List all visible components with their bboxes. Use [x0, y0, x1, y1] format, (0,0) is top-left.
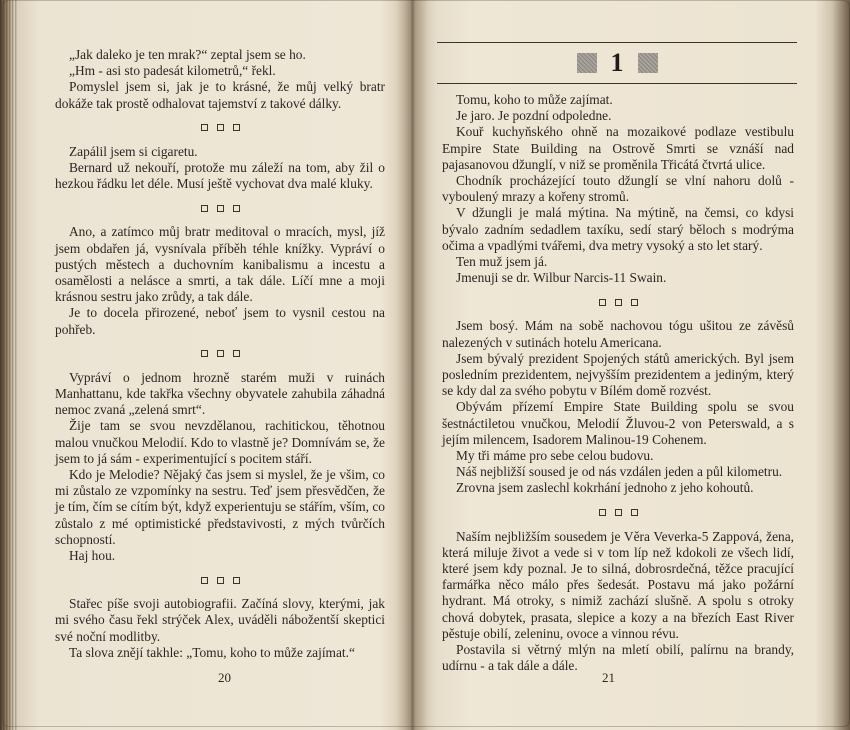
separator-square-icon: [233, 205, 240, 212]
paragraph: Tomu, koho to může zajímat.: [456, 92, 613, 107]
left-section-3: [55, 224, 385, 337]
paragraph: Je jaro. Je pozdní odpoledne.: [456, 108, 612, 124]
separator-square-icon: [615, 509, 622, 516]
right-page-text: [442, 92, 794, 675]
separator-square-icon: [217, 205, 224, 212]
section-separator: [55, 338, 385, 370]
chapter-number: 1: [610, 48, 624, 77]
paragraph: Vypráví o jednom hrozně starém muži v ruinách Manhattanu, kde takřka všechny obyvatele zahubila záhadná nemoc zvaná „zelená smrt“.: [55, 369, 385, 418]
paragraph: Jmenuji se dr. Wilbur Narcis-11 Swain.: [456, 270, 667, 286]
paragraph: Stařec píše svoji autobiografii. Začíná slovy, kterými, jak mi svého času řekl strýček Alex, uváděli nábožentší skeptici své noční modlitby.: [55, 596, 385, 644]
paragraph: Náš nejbližší soused je od nás vzdálen jeden a půl kilometru.: [456, 464, 783, 480]
right-section-1: [442, 92, 794, 286]
left-section-1: [55, 47, 385, 112]
paragraph: V džungli je malá mýtina. Na mýtině, na čemsi, co kdysi bývalo zadním sedadlem taxíku, sedí starý běloch s modrýma očima a vpadlými tvářemi, dva metry vysoký a sto let starý.: [442, 205, 794, 253]
right-page: [412, 0, 850, 730]
paragraph: Žije tam se svou nevzdělanou, rachitickou, těhotnou malou vnučkou Melodií. Kdo to vlastně je? Domnívám se, že jsem to já sám - experimentující s pocitem stáří.: [55, 418, 385, 466]
paragraph: Chodník procházející touto džunglí se vlní nahoru dolů - vyboulený mrazy a kořeny stromů.: [442, 173, 794, 205]
chapter-head: [437, 49, 797, 77]
page-number: 20: [218, 670, 231, 685]
page-number: 21: [602, 670, 615, 685]
paragraph: Zrovna jsem zaslechl kokrhání jednoho z jeho kohoutů.: [456, 480, 754, 496]
right-section-2: [442, 318, 794, 496]
chapter-ornament-icon: [638, 53, 658, 73]
separator-square-icon: [631, 509, 638, 516]
paragraph: Ano, a zatímco můj bratr meditoval o mracích, mysl, jíž jsem obdařen já, vysnívala příběh téhle knížky. Vypráví o pustých městech a duchovním kanibalismu a incestu a osamělosti a nelásce a smrti, a tak dále. Líčí mne a moji krásnou sestru jako zrůdy, a tak dále.: [55, 224, 385, 305]
paragraph: Jsem bosý. Mám na sobě nachovou tógu ušitou ze závěsů nalezených v sutinách hotelu Americana.: [442, 318, 794, 350]
paragraph: Je to docela přirozené, neboť jsem to vysnil cestou na pohřeb.: [55, 305, 385, 337]
paragraph: „Jak daleko je ten mrak?“ zeptal jsem se ho.: [69, 47, 306, 62]
paragraph: „Hm - asi sto padesát kilometrů,“ řekl.: [69, 63, 276, 79]
paragraph: Kouř kuchyňského ohně na mozaikové podlaze vestibulu Empire State Building na Ostrově Smrti se vznáší nad pajasanovou džunglí, v niž se proměnila Třicátá čtvrtá ulice.: [442, 124, 794, 172]
paragraph: Kdo je Melodie? Nějaký čas jsem si myslel, že je všim, co mi zůstalo ze vzpomínky na sestru. Teď jsem přesvědčen, že je tím, čím se cítím být, když experientuju se stářím, vším, co zůstalo z mé optimistické představivosti, z mých tvůrčích schopností.: [55, 467, 385, 547]
separator-square-icon: [217, 577, 224, 584]
separator-square-icon: [233, 350, 240, 357]
paragraph: Postavila si větrný mlýn na mletí obilí, palírnu na brandy, udírnu - a tak dále a dále.: [442, 642, 794, 674]
left-section-4: [55, 370, 385, 564]
paragraph: Ta slova znějí takhle: „Tomu, koho to může zajímat.“: [69, 644, 355, 660]
section-separator: [55, 112, 385, 144]
chapter-ornament-icon: [577, 53, 597, 73]
separator-square-icon: [217, 350, 224, 357]
separator-square-icon: [201, 577, 208, 584]
paragraph: My tři máme pro sebe celou budovu.: [456, 448, 654, 464]
separator-square-icon: [631, 299, 638, 306]
page-edges: [0, 0, 18, 730]
separator-square-icon: [599, 509, 606, 516]
separator-square-icon: [233, 124, 240, 131]
left-section-2: [55, 144, 385, 193]
paragraph: Bernard už nekouří, protože mu záleží na tom, aby žil o hezkou řádku let déle. Musí ještě vychovat dva malé kluky.: [55, 160, 385, 192]
paragraph: Jsem bývalý prezident Spojených států amerických. Byl jsem posledním prezidentem, nejvyšším prezidentem a jediným, který se kdy dal za svého pobytu v Bílém domě rozvést.: [442, 350, 794, 399]
chapter-heading: [437, 42, 797, 84]
section-separator: [55, 192, 385, 224]
paragraph: Haj hou.: [69, 548, 116, 564]
left-page: [0, 0, 412, 730]
separator-square-icon: [233, 577, 240, 584]
left-section-5: [55, 596, 385, 661]
section-separator: [442, 286, 794, 318]
chapter-rule-bottom: [437, 83, 797, 84]
section-separator: [55, 564, 385, 596]
paragraph: Naším nejbližším sousedem je Věra Veverka-5 Zappová, žena, která miluje život a vede si v tom líp než kdokoli ze všech lidí, které jsem kdy poznal. Je to silná, dobrosrdečná, těžce pracující farmářka něco málo přes šedesát. Postavu má jako požární hydrant. Má otroky, s nimiž zachází slušně. A spolu s otroky chová dobytek, prasata, slepice a kozy a na březích East River pěstuje obilí, zeleninu, ovoce a vinnou révu.: [442, 528, 794, 641]
paragraph: Obývám přízemí Empire State Building spolu se svou šestnáctiletou vnučkou, Melodií Žluvou-2 von Peterswald, a s jejím milencem, Isadorem Malinou-19 Cohenem.: [442, 399, 794, 447]
left-page-text: [55, 47, 385, 661]
separator-square-icon: [201, 350, 208, 357]
paragraph: Ten muž jsem já.: [456, 254, 548, 270]
separator-square-icon: [201, 124, 208, 131]
separator-square-icon: [201, 205, 208, 212]
paragraph: Pomyslel jsem si, jak je to krásné, že můj velký bratr dokáže tak prostě odhalovat tajemství z takové dálky.: [55, 79, 385, 111]
right-section-3: [442, 529, 794, 675]
separator-square-icon: [217, 124, 224, 131]
separator-square-icon: [615, 299, 622, 306]
paragraph: Zapálil jsem si cigaretu.: [69, 143, 198, 159]
section-separator: [442, 497, 794, 529]
separator-square-icon: [599, 299, 606, 306]
chapter-rule-top: [437, 42, 797, 43]
